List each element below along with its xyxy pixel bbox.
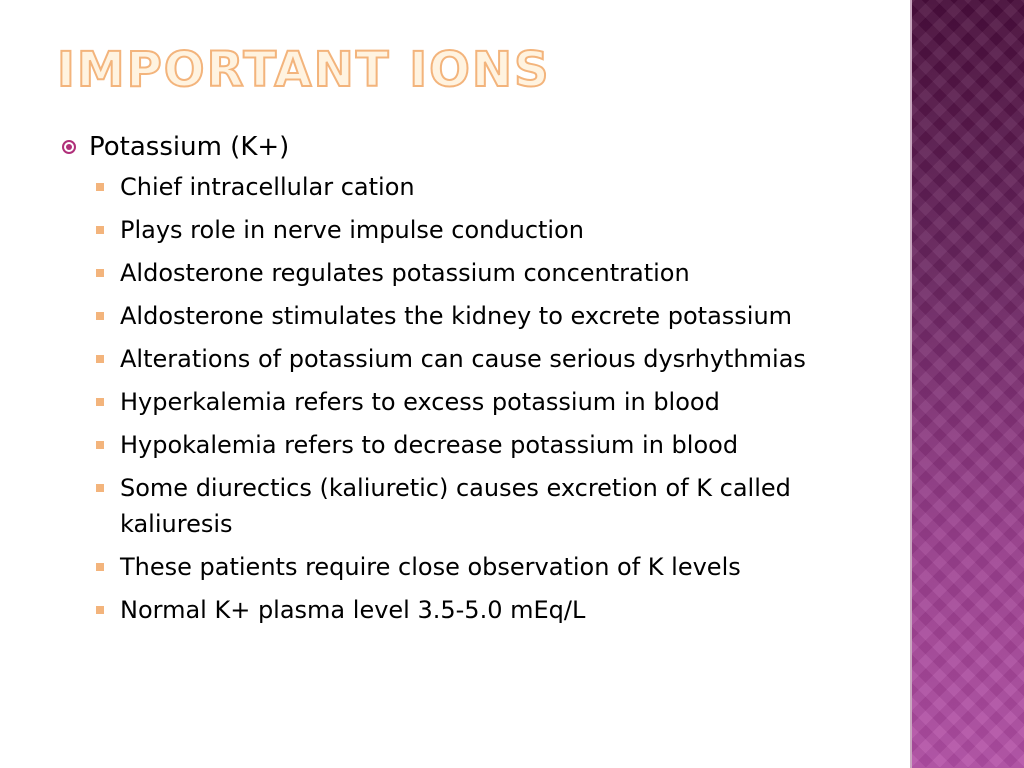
sub-bullet-item bbox=[62, 341, 892, 377]
slide-title: IMPORTANT IONS bbox=[57, 42, 551, 98]
sub-bullet-text: Plays role in nerve impulse conduction bbox=[120, 216, 584, 244]
sub-bullet-text: Chief intracellular cation bbox=[120, 173, 415, 201]
decorative-side-panel bbox=[912, 0, 1024, 768]
square-bullet-icon bbox=[96, 312, 104, 320]
square-bullet-icon bbox=[96, 183, 104, 191]
sub-bullet-text: Some diurectics (kaliuretic) causes excretion of K called kaliuresis bbox=[120, 474, 791, 538]
square-bullet-icon bbox=[96, 441, 104, 449]
main-bullet-item bbox=[62, 125, 892, 169]
sub-bullet-item bbox=[62, 212, 892, 248]
sub-bullet-list bbox=[62, 169, 892, 628]
sub-bullet-item bbox=[62, 384, 892, 420]
main-bullet-text: Potassium (K+) bbox=[89, 132, 290, 162]
sub-bullet-text: Aldosterone regulates potassium concentration bbox=[120, 259, 690, 287]
sub-bullet-text: Hyperkalemia refers to excess potassium in blood bbox=[120, 388, 720, 416]
square-bullet-icon bbox=[96, 355, 104, 363]
square-bullet-icon bbox=[96, 398, 104, 406]
square-bullet-icon bbox=[96, 563, 104, 571]
sub-bullet-text: Normal K+ plasma level 3.5-5.0 mEq/L bbox=[120, 596, 586, 624]
square-bullet-icon bbox=[96, 226, 104, 234]
sub-bullet-item bbox=[62, 169, 892, 205]
sub-bullet-text: Aldosterone stimulates the kidney to excrete potassium bbox=[120, 302, 793, 330]
slide-content bbox=[62, 125, 892, 635]
sub-bullet-text: Hypokalemia refers to decrease potassium in blood bbox=[120, 431, 739, 459]
sub-bullet-item bbox=[62, 255, 892, 291]
square-bullet-icon bbox=[96, 269, 104, 277]
sub-bullet-item bbox=[62, 470, 892, 542]
sub-bullet-text: Alterations of potassium can cause serious dysrhythmias bbox=[120, 345, 806, 373]
sub-bullet-item bbox=[62, 549, 892, 585]
circle-bullet-icon bbox=[62, 140, 76, 154]
square-bullet-icon bbox=[96, 606, 104, 614]
sub-bullet-text: These patients require close observation of K levels bbox=[120, 553, 741, 581]
sub-bullet-item bbox=[62, 298, 892, 334]
square-bullet-icon bbox=[96, 484, 104, 492]
sub-bullet-item bbox=[62, 427, 892, 463]
sub-bullet-item bbox=[62, 592, 892, 628]
